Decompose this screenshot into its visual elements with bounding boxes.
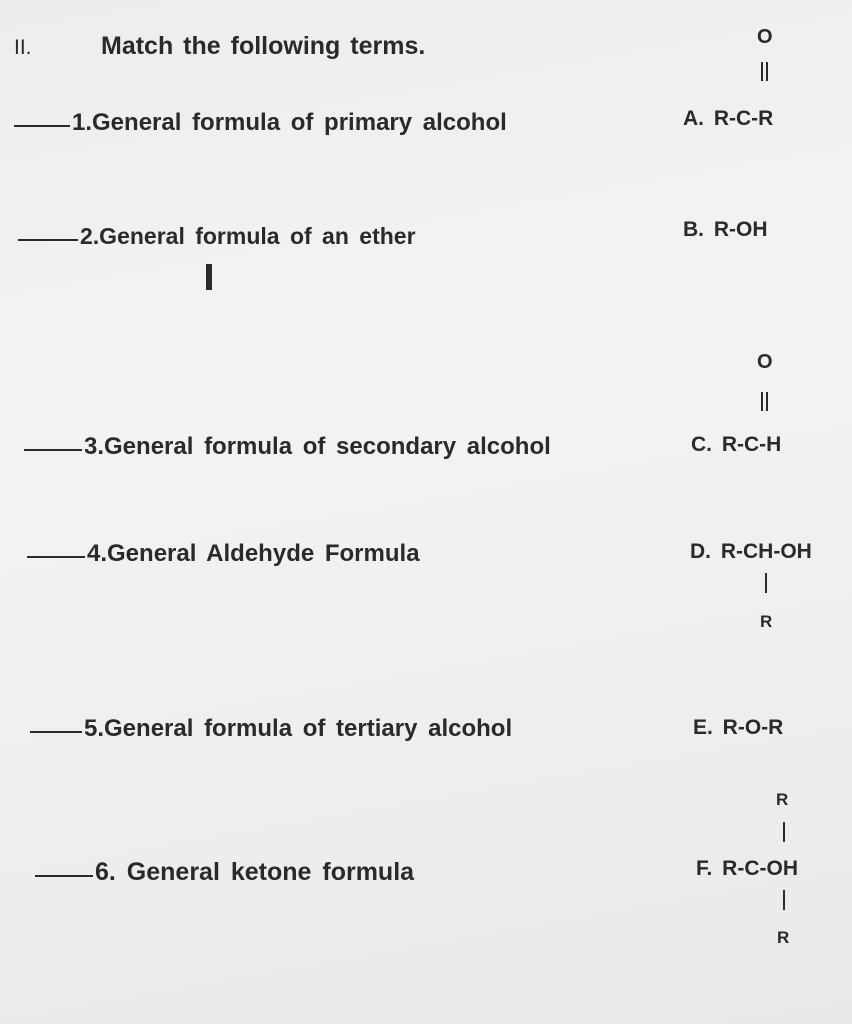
- matching-item-3: [24, 433, 551, 461]
- item-label: 5.General formula of tertiary alcohol: [84, 715, 513, 742]
- choice-f-top-r-group: R: [776, 790, 789, 809]
- matching-item-6: [35, 858, 414, 887]
- matching-item-5: [30, 715, 512, 743]
- item-label: 1.General formula of primary alcohol: [72, 109, 507, 136]
- answer-blank[interactable]: [24, 448, 82, 451]
- choice-d-formula: D. R-CH-OH: [690, 540, 812, 563]
- item-label: 3.General formula of secondary alcohol: [84, 433, 551, 460]
- single-bond-icon: [783, 890, 785, 910]
- double-bond-icon: [761, 62, 768, 81]
- single-bond-icon: [765, 573, 767, 593]
- double-bond-icon: [761, 392, 768, 411]
- matching-item-1: [14, 109, 507, 137]
- answer-blank[interactable]: [14, 124, 70, 127]
- choice-a-formula: A. R-C-R: [683, 107, 774, 130]
- choice-e-formula: E. R-O-R: [693, 716, 784, 739]
- matching-item-2: [18, 223, 416, 250]
- item-label: 6. General ketone formula: [95, 858, 415, 886]
- answer-blank[interactable]: [27, 555, 85, 558]
- choice-c-oxygen: O: [757, 351, 773, 373]
- choice-b-formula: B. R-OH: [683, 218, 768, 241]
- choice-a-oxygen: O: [757, 26, 773, 48]
- section-number: II.: [14, 36, 32, 59]
- text-cursor-mark: [206, 264, 212, 290]
- answer-blank[interactable]: [30, 730, 82, 733]
- matching-item-4: [27, 540, 420, 568]
- choice-f-formula: F. R-C-OH: [696, 857, 798, 880]
- instruction-heading: Match the following terms.: [101, 32, 426, 60]
- choice-d-r-group: R: [760, 612, 773, 631]
- item-label: 2.General formula of an ether: [80, 223, 416, 249]
- answer-blank[interactable]: [35, 874, 93, 877]
- item-label: 4.General Aldehyde Formula: [87, 540, 420, 567]
- answer-blank[interactable]: [18, 238, 78, 241]
- single-bond-icon: [783, 822, 785, 842]
- choice-f-bottom-r-group: R: [777, 928, 790, 947]
- choice-c-formula: C. R-C-H: [691, 433, 782, 456]
